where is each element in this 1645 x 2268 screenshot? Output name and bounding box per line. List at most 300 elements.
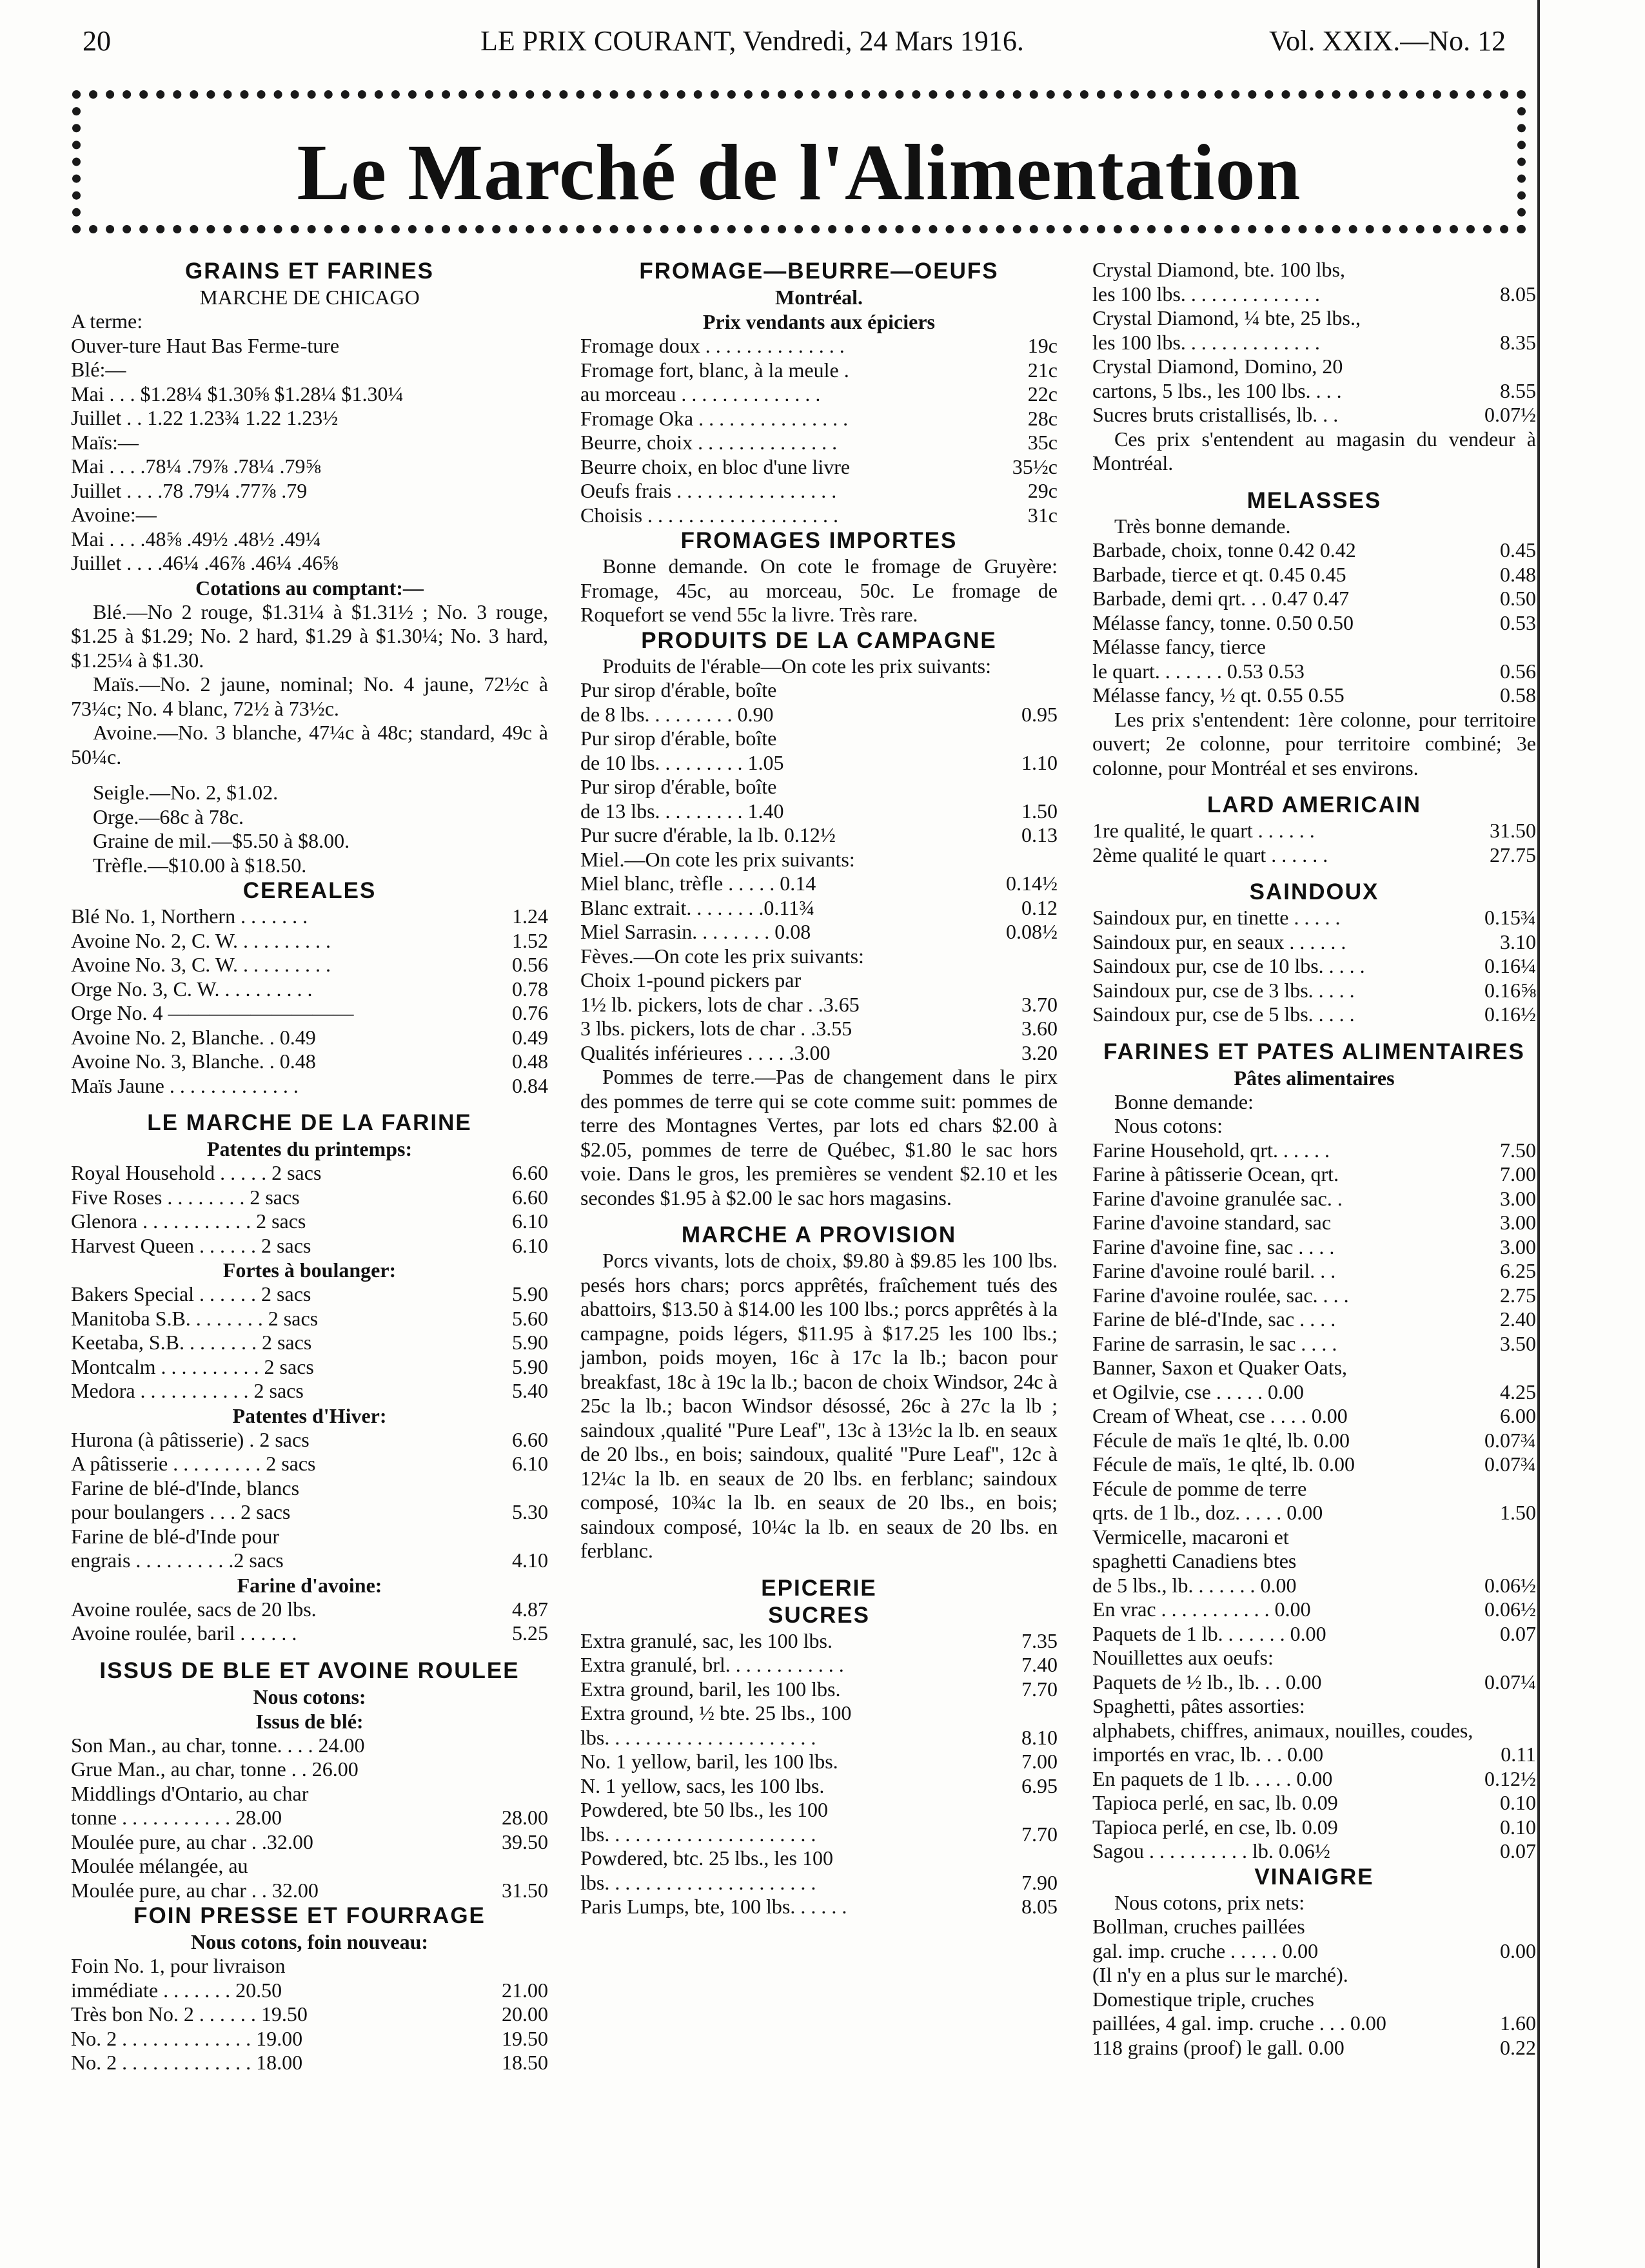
price-label: engrais . . . . . . . . . .2 sacs: [71, 1549, 284, 1572]
price-row: [580, 1726, 1058, 1750]
price-row: Juillet . . . .46¼ .46⅞ .46¼ .46⅝: [71, 551, 339, 574]
price-row: [1092, 683, 1536, 708]
printemps-list: [71, 1161, 548, 1258]
price-row: [1092, 1477, 1536, 1501]
price-label: Mélasse fancy, tonne. 0.50 0.50: [1092, 611, 1354, 634]
price-value: 0.95: [1021, 702, 1058, 726]
price-row: [71, 1854, 548, 1879]
foin-list: [71, 1954, 548, 2075]
chicago-subheading: MARCHE DE CHICAGO: [199, 286, 420, 309]
price-row: [580, 1871, 1058, 1895]
price-row: [1092, 611, 1536, 636]
prix-subheading: Prix vendants aux épiciers: [703, 310, 935, 333]
price-value: 6.25: [1500, 1259, 1536, 1282]
price-value: 0.53: [1500, 611, 1536, 634]
price-label: Barbade, demi qrt. . . 0.47 0.47: [1092, 587, 1350, 610]
price-row: [1092, 635, 1536, 660]
price-value: 0.14½: [1006, 872, 1058, 895]
section-title: Le Marché de l'Alimentation: [297, 128, 1301, 217]
price-row: [1092, 1284, 1536, 1308]
price-label: Fécule de maïs 1e qlté, lb. 0.00: [1092, 1428, 1350, 1452]
price-label: En vrac . . . . . . . . . . . 0.00: [1092, 1598, 1311, 1621]
comptant-ble: Blé.—No 2 rouge, $1.31¼ à $1.31½ ; No. 3 rouge, $1.25 à $1.29; No. 2 hard, $1.29 à $1.30¼; No. 3 hard, $1.25¼ à $1.30.: [71, 600, 548, 672]
price-label: qrts. de 1 lb., doz. . . . . 0.00: [1092, 1501, 1323, 1524]
price-label: Barbade, choix, tonne 0.42 0.42: [1092, 538, 1356, 562]
price-value: 3.50: [1500, 1331, 1536, 1355]
price-value: 0.16¼: [1484, 954, 1536, 977]
price-label: A pâtisserie . . . . . . . . . 2 sacs: [71, 1452, 316, 1475]
price-label: lbs. . . . . . . . . . . . . . . . . . . . .: [580, 1725, 816, 1749]
price-row: [71, 1621, 548, 1646]
price-value: 27.75: [1490, 843, 1536, 866]
price-label: tonne . . . . . . . . . . . 28.00: [71, 1806, 282, 1829]
price-label: Farine d'avoine fine, sac . . . .: [1092, 1235, 1335, 1258]
price-value: 19c: [1027, 334, 1058, 357]
price-label: Farine de sarrasin, le sac . . . .: [1092, 1331, 1337, 1355]
price-value: 0.12½: [1484, 1766, 1536, 1790]
price-value: 3.10: [1500, 930, 1536, 953]
price-value: 1.50: [1500, 1501, 1536, 1524]
price-row: Mai . . . $1.28¼ $1.30⅝ $1.28¼ $1.30¼: [71, 382, 404, 406]
price-value: 0.45: [1500, 538, 1536, 562]
price-label: (Il n'y en a plus sur le marché).: [1092, 1963, 1348, 1986]
price-label: Farine d'avoine granulée sac. .: [1092, 1186, 1343, 1210]
price-row: [1092, 1002, 1536, 1027]
price-value: 7.50: [1500, 1138, 1536, 1162]
price-row: [71, 1806, 548, 1830]
price-value: 4.10: [512, 1549, 548, 1572]
pommes-text: Pommes de terre.—Pas de changement dans le pirx des pommes de terre qui se cote comme suit: pommes de terre des Montagnes Vertes, par lots ed chars $2.00 à $2.05, pommes de terre de Québec, $1.80 le sac hors voie. Dans le gros, les premières se vendent $2.10 et les secondes $1.95 à $2.00 le sac hors magasins.: [580, 1065, 1058, 1209]
melasses-intro: Très bonne demande.: [1114, 514, 1291, 538]
price-label: Tapioca perlé, en sac, lb. 0.09: [1092, 1791, 1338, 1814]
price-label: Fécule de maïs, 1e qlté, lb. 0.00: [1092, 1452, 1355, 1476]
price-row: [71, 1355, 548, 1380]
price-row: [71, 953, 548, 977]
price-label: pour boulangers . . . 2 sacs: [71, 1500, 291, 1523]
price-row: [71, 1979, 548, 2003]
price-label: Maïs Jaune . . . . . . . . . . . . .: [71, 1073, 299, 1097]
price-label: Orge No. 3, C. W. . . . . . . . . .: [71, 977, 313, 1001]
issus-heading: ISSUS DE BLE ET AVOINE ROULEE: [99, 1657, 520, 1683]
price-value: 28c: [1027, 406, 1058, 430]
farine-heading: LE MARCHE DE LA FARINE: [147, 1110, 472, 1135]
price-label: Avoine roulée, sacs de 20 lbs.: [71, 1597, 317, 1621]
cereales-heading: CEREALES: [242, 878, 377, 903]
price-value: 7.35: [1021, 1628, 1058, 1652]
price-value: 7.70: [1021, 1822, 1058, 1846]
saindoux-heading: SAINDOUX: [1249, 879, 1379, 904]
price-row: [580, 920, 1058, 944]
melasses-note: Les prix s'entendent: 1ère colonne, pour territoire ouvert; 2e colonne, pour territoire combiné; 3e colonne, pour Montréal et ses environs.: [1092, 707, 1536, 779]
price-row: [71, 1050, 548, 1074]
price-label: et Ogilvie, cse . . . . . 0.00: [1092, 1380, 1304, 1403]
price-value: 3.70: [1021, 992, 1058, 1016]
price-row: [580, 848, 1058, 872]
epicerie-heading: EPICERIE: [761, 1575, 877, 1601]
price-value: 3.00: [1500, 1186, 1536, 1210]
price-label: spaghetti Canadiens btes: [1092, 1549, 1297, 1572]
price-label: Farine de blé-d'Inde, sac . . . .: [1092, 1307, 1336, 1331]
price-row: [580, 944, 1058, 969]
price-row: [1092, 563, 1536, 587]
seigle-price: Seigle.—No. 2, $1.02.: [93, 781, 279, 804]
price-value: 1.24: [512, 904, 548, 928]
price-row: Mai . . . .78¼ .79⅞ .78¼ .79⅝: [71, 455, 321, 478]
price-row: [71, 2027, 548, 2051]
price-row: [580, 1895, 1058, 1919]
price-value: 6.10: [512, 1452, 548, 1475]
price-value: 0.56: [512, 953, 548, 976]
price-row: [580, 1798, 1058, 1823]
lard-heading: LARD AMERICAIN: [1207, 792, 1421, 817]
price-value: 1.10: [1021, 750, 1058, 774]
price-label: Farine Household, qrt. . . . . .: [1092, 1138, 1330, 1162]
price-label: Avoine roulée, baril . . . . . .: [71, 1621, 297, 1645]
saindoux-list: [1092, 906, 1536, 1027]
price-row: [71, 1734, 548, 1758]
price-value: 8.10: [1021, 1725, 1058, 1749]
price-row: [580, 775, 1058, 799]
price-value: 0.07: [1500, 1839, 1536, 1862]
price-label: Miel Sarrasin. . . . . . . . 0.08: [580, 920, 811, 943]
comptant-heading: Cotations au comptant:—: [195, 576, 424, 600]
price-row: [1092, 1694, 1536, 1719]
price-label: Choisis . . . . . . . . . . . . . . . . . . .: [580, 503, 839, 527]
price-row: [580, 1017, 1058, 1041]
price-value: 1.60: [1500, 2011, 1536, 2035]
price-label: Très bon No. 2 . . . . . . 19.50: [71, 2002, 308, 2026]
price-label: les 100 lbs. . . . . . . . . . . . . .: [1092, 282, 1320, 306]
price-value: 0.15¾: [1484, 906, 1536, 929]
price-row: [71, 1379, 548, 1403]
price-row: [1092, 2011, 1536, 2036]
price-row: [580, 479, 1058, 503]
price-label: Avoine No. 2, Blanche. . 0.49: [71, 1025, 316, 1049]
price-row: [580, 872, 1058, 896]
fromage-list: [580, 334, 1058, 527]
price-row: [71, 1549, 548, 1573]
vinaigre-list: [1092, 1915, 1536, 2060]
futures-table-header: Ouver-ture Haut Bas Ferme-ture: [71, 333, 340, 357]
price-label: Glenora . . . . . . . . . . . 2 sacs: [71, 1209, 306, 1233]
price-row: [71, 1331, 548, 1355]
price-value: 0.16⅝: [1484, 978, 1536, 1002]
price-label: Blé No. 1, Northern . . . . . . .: [71, 904, 308, 928]
price-row: [580, 431, 1058, 455]
price-label: 1re qualité, le quart . . . . . .: [1092, 819, 1315, 842]
price-label: Crystal Diamond, ¼ bte, 25 lbs.,: [1092, 306, 1361, 329]
price-value: 0.84: [512, 1073, 548, 1097]
price-value: 0.00: [1500, 1939, 1536, 1962]
page-edge-rule: [1537, 0, 1540, 2268]
price-label: importés en vrac, lb. . . 0.00: [1092, 1743, 1324, 1766]
volume-number: Vol. XXIX.—No. 12: [1269, 25, 1506, 57]
importes-text: Bonne demande. On cote le fromage de Gruyère: Fromage, 45c, au morceau, 50c. Le fromage de Roquefort se vend 55c la livre. Très rare.: [580, 554, 1058, 626]
price-value: 7.00: [1021, 1750, 1058, 1773]
price-row: [71, 2002, 548, 2027]
price-label: lbs. . . . . . . . . . . . . . . . . . . . .: [580, 1870, 816, 1894]
price-label: Keetaba, S.B. . . . . . . . 2 sacs: [71, 1331, 312, 1354]
price-label: Pur sirop d'érable, boîte: [580, 727, 777, 750]
price-value: 0.07¾: [1484, 1428, 1536, 1452]
price-row: [71, 1452, 548, 1476]
journal-title-date: LE PRIX COURANT, Vendredi, 24 Mars 1916.: [480, 25, 1024, 57]
price-row: [1092, 1939, 1536, 1964]
price-label: Farine à pâtisserie Ocean, qrt.: [1092, 1162, 1339, 1186]
price-row: Blé:—: [71, 358, 126, 381]
price-row: [71, 1428, 548, 1452]
price-row: [580, 1653, 1058, 1677]
price-row: [1092, 2036, 1536, 2060]
price-row: [1092, 538, 1536, 563]
price-label: Extra ground, baril, les 100 lbs.: [580, 1677, 841, 1701]
price-value: 4.25: [1500, 1380, 1536, 1403]
price-value: 1.52: [512, 928, 548, 952]
price-row: [1092, 843, 1536, 868]
sucres-list: [580, 1629, 1058, 1919]
price-label: Hurona (à pâtisserie) . 2 sacs: [71, 1427, 310, 1451]
price-label: Pur sirop d'érable, boîte: [580, 775, 777, 798]
price-value: 8.05: [1500, 282, 1536, 306]
trefle-price: Trèfle.—$10.00 à $18.50.: [93, 853, 307, 877]
price-label: Farine de blé-d'Inde, blancs: [71, 1476, 300, 1500]
price-row: [71, 1757, 548, 1782]
price-value: 0.48: [1500, 562, 1536, 586]
price-row: [71, 929, 548, 953]
a-terme-label: A terme:: [71, 309, 143, 333]
price-label: 2ème qualité le quart . . . . . .: [1092, 843, 1328, 866]
price-label: Saindoux pur, cse de 3 lbs. . . . .: [1092, 978, 1355, 1002]
price-row: [71, 1500, 548, 1525]
price-label: Bakers Special . . . . . . 2 sacs: [71, 1282, 311, 1305]
erable-intro: Produits de l'érable—On cote les prix suivants:: [602, 654, 991, 678]
price-row: [1092, 1719, 1536, 1743]
price-row: [1092, 1988, 1536, 2012]
price-value: 1.50: [1021, 799, 1058, 823]
price-row: [580, 1629, 1058, 1654]
price-label: Pur sucre d'érable, la lb. 0.12½: [580, 823, 836, 846]
price-row: [71, 1830, 548, 1855]
price-label: Royal Household . . . . . 2 sacs: [71, 1161, 322, 1184]
price-value: 6.00: [1500, 1404, 1536, 1427]
price-row: [1092, 1356, 1536, 1380]
foin-heading: FOIN PRESSE ET FOURRAGE: [133, 1903, 486, 1928]
price-row: [71, 977, 548, 1002]
price-value: 8.05: [1021, 1895, 1058, 1918]
price-row: [580, 358, 1058, 383]
price-value: 0.50: [1500, 587, 1536, 610]
price-row: [1092, 379, 1536, 404]
price-row: [580, 1846, 1058, 1871]
farines-nous-cotons: Nous cotons:: [1114, 1114, 1223, 1137]
price-label: Fromage fort, blanc, à la meule .: [580, 358, 849, 382]
price-label: Miel.—On cote les prix suivants:: [580, 847, 855, 871]
price-value: 31.50: [502, 1878, 548, 1902]
price-label: Fèves.—On cote les prix suivants:: [580, 944, 864, 968]
price-label: de 8 lbs. . . . . . . . . 0.90: [580, 702, 774, 726]
price-label: lbs. . . . . . . . . . . . . . . . . . . . .: [580, 1822, 816, 1846]
price-row: [1092, 587, 1536, 611]
pates-subheading: Pâtes alimentaires: [1234, 1066, 1395, 1090]
price-value: 8.55: [1500, 378, 1536, 402]
price-row: [580, 334, 1058, 358]
hiver-list: [71, 1428, 548, 1573]
issus-nous-cotons: Nous cotons:: [253, 1685, 366, 1708]
price-value: 0.22: [1500, 2035, 1536, 2059]
price-value: 8.35: [1500, 330, 1536, 354]
farines-heading: FARINES ET PATES ALIMENTAIRES: [1103, 1039, 1525, 1064]
lard-list: [1092, 819, 1536, 867]
price-row: [580, 382, 1058, 407]
price-label: Saindoux pur, en tinette . . . . .: [1092, 906, 1341, 929]
bonne-demande: Bonne demande:: [1114, 1090, 1254, 1113]
price-row: [1092, 1839, 1536, 1864]
page-number: 20: [83, 25, 111, 57]
price-row: [580, 1701, 1058, 1726]
price-row: [580, 1750, 1058, 1774]
fortes-list: [71, 1282, 548, 1403]
price-label: Pur sirop d'érable, boîte: [580, 678, 777, 701]
price-label: Vermicelle, macaroni et: [1092, 1525, 1289, 1549]
price-value: 6.10: [512, 1209, 548, 1233]
price-row: [71, 1234, 548, 1258]
issus-list: [71, 1734, 548, 1903]
price-value: 0.07: [1500, 1621, 1536, 1645]
price-value: 31.50: [1490, 819, 1536, 842]
futures-table: [71, 358, 548, 576]
price-row: [71, 1954, 548, 1979]
price-label: Oeufs frais . . . . . . . . . . . . . . . .: [580, 479, 837, 502]
price-label: Beurre, choix . . . . . . . . . . . . . .: [580, 431, 838, 454]
price-label: Tapioca perlé, en cse, lb. 0.09: [1092, 1815, 1338, 1839]
price-value: 35c: [1027, 431, 1058, 454]
price-row: [71, 1209, 548, 1234]
price-label: N. 1 yellow, sacs, les 100 lbs.: [580, 1774, 825, 1797]
price-label: le quart. . . . . . . 0.53 0.53: [1092, 659, 1305, 683]
price-row: Juillet . . 1.22 1.23¾ 1.22 1.23½: [71, 406, 339, 429]
price-row: [71, 904, 548, 929]
price-row: [1092, 1622, 1536, 1647]
price-label: Banner, Saxon et Quaker Oats,: [1092, 1356, 1348, 1379]
price-value: 2.75: [1500, 1283, 1536, 1307]
price-row: [1092, 954, 1536, 979]
graine-mil-price: Graine de mil.—$5.50 à $8.00.: [93, 829, 350, 852]
price-label: Crystal Diamond, bte. 100 lbs,: [1092, 258, 1345, 281]
price-label: Powdered, bte 50 lbs., les 100: [580, 1798, 828, 1821]
price-row: [580, 407, 1058, 431]
price-label: au morceau . . . . . . . . . . . . . .: [580, 382, 821, 406]
price-label: Nouillettes aux oeufs:: [1092, 1646, 1274, 1669]
price-row: [71, 1476, 548, 1501]
sucres-heading: SUCRES: [768, 1602, 870, 1628]
orge-price: Orge.—68c à 78c.: [93, 805, 244, 828]
price-label: Mélasse fancy, ½ qt. 0.55 0.55: [1092, 683, 1345, 707]
foin-intro: Nous cotons, foin nouveau:: [190, 1930, 429, 1953]
price-value: 0.12: [1021, 895, 1058, 919]
price-row: [1092, 1549, 1536, 1574]
price-row: [580, 799, 1058, 824]
middle-column: [580, 258, 1058, 1919]
price-label: les 100 lbs. . . . . . . . . . . . . .: [1092, 330, 1320, 354]
price-row: [1092, 1235, 1536, 1260]
price-value: 21c: [1027, 358, 1058, 382]
printemps-subheading: Patentes du printemps:: [206, 1137, 413, 1160]
price-row: [71, 1525, 548, 1549]
price-value: 0.56: [1500, 659, 1536, 683]
price-label: Foin No. 1, pour livraison: [71, 1954, 286, 1977]
price-label: 1½ lb. pickers, lots de char . .3.65: [580, 992, 860, 1016]
price-row: [1092, 1525, 1536, 1550]
price-row: [1092, 660, 1536, 684]
price-label: Crystal Diamond, Domino, 20: [1092, 355, 1343, 378]
price-label: Extra ground, ½ bte. 25 lbs., 100: [580, 1701, 852, 1725]
price-value: 0.07½: [1484, 403, 1536, 426]
campagne-heading: PRODUITS DE LA CAMPAGNE: [641, 627, 997, 653]
price-row: Avoine:—: [71, 503, 157, 526]
price-value: 3.00: [1500, 1211, 1536, 1234]
price-row: [1092, 1815, 1536, 1840]
price-label: gal. imp. cruche . . . . . 0.00: [1092, 1939, 1319, 1962]
price-label: Blanc extrait. . . . . . . .0.11¾: [580, 895, 815, 919]
price-row: [1092, 1501, 1536, 1525]
price-value: 5.90: [512, 1282, 548, 1305]
price-row: [580, 1677, 1058, 1702]
price-row: [71, 1074, 548, 1099]
price-row: [1092, 355, 1536, 379]
issus-subheading: Issus de blé:: [255, 1709, 364, 1733]
price-label: Saindoux pur, cse de 5 lbs. . . . .: [1092, 1002, 1355, 1026]
price-value: 2.40: [1500, 1307, 1536, 1331]
price-row: [1092, 819, 1536, 843]
avoine-subheading: Farine d'avoine:: [237, 1573, 382, 1597]
avoine-list: [71, 1598, 548, 1646]
price-label: Cream of Wheat, cse . . . . 0.00: [1092, 1404, 1348, 1427]
price-value: 21.00: [502, 1978, 548, 2002]
price-row: [71, 1282, 548, 1307]
price-value: 6.10: [512, 1233, 548, 1257]
price-row: [1092, 1380, 1536, 1405]
price-label: No. 1 yellow, baril, les 100 lbs.: [580, 1750, 838, 1773]
price-value: 0.58: [1500, 683, 1536, 707]
price-label: Mélasse fancy, tierce: [1092, 635, 1266, 658]
price-value: 4.87: [512, 1597, 548, 1621]
farines-list: [1092, 1139, 1536, 1864]
left-column: [71, 258, 548, 2075]
montreal-subheading: Montréal.: [775, 286, 863, 309]
price-label: Paris Lumps, bte, 100 lbs. . . . . .: [580, 1895, 847, 1918]
price-row: [580, 455, 1058, 480]
price-value: 0.06½: [1484, 1573, 1536, 1597]
price-row: [580, 503, 1058, 528]
price-label: No. 2 . . . . . . . . . . . . . 18.00: [71, 2051, 303, 2074]
price-value: 6.60: [512, 1161, 548, 1184]
price-label: Middlings d'Ontario, au char: [71, 1781, 309, 1805]
price-value: 5.40: [512, 1379, 548, 1402]
price-row: [71, 1161, 548, 1186]
price-value: 0.10: [1500, 1791, 1536, 1814]
price-label: No. 2 . . . . . . . . . . . . . 19.00: [71, 2026, 303, 2050]
fortes-subheading: Fortes à boulanger:: [222, 1258, 397, 1282]
campagne-list: [580, 678, 1058, 1065]
price-label: Choix 1-pound pickers par: [580, 968, 802, 992]
price-value: 0.49: [512, 1025, 548, 1049]
price-value: 5.60: [512, 1306, 548, 1330]
price-row: [580, 896, 1058, 921]
price-value: 0.48: [512, 1050, 548, 1073]
price-label: Son Man., au char, tonne. . . . 24.00: [71, 1733, 365, 1757]
price-label: Moulée pure, au char . . 32.00: [71, 1878, 319, 1902]
price-row: [71, 2051, 548, 2075]
